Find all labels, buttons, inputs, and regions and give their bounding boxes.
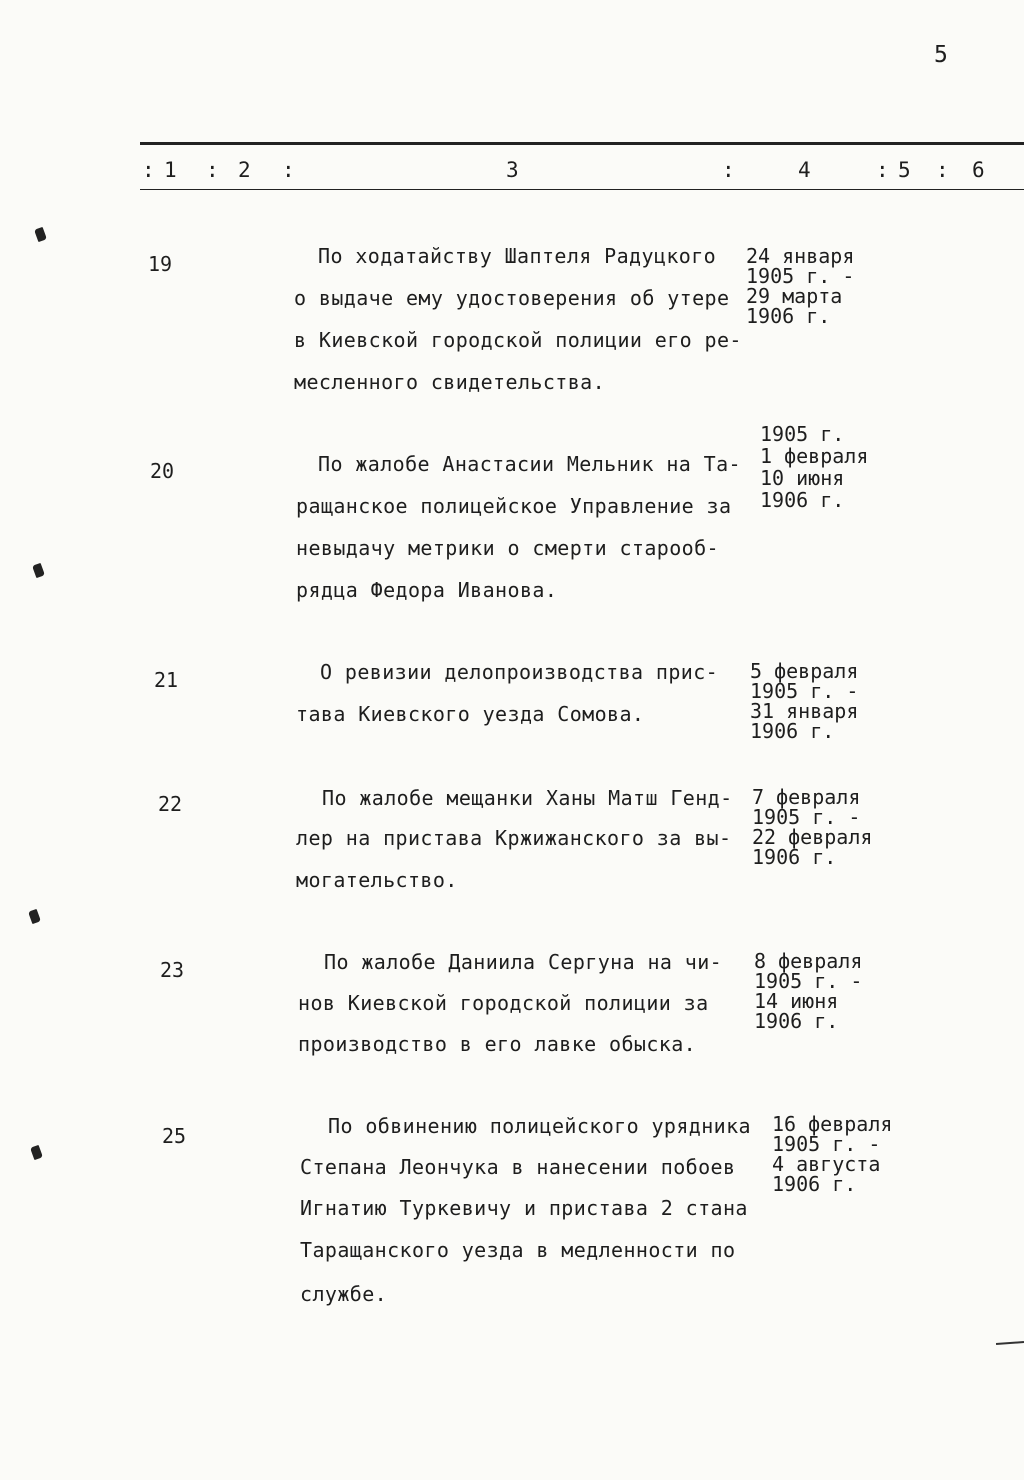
entry-date-range: 7 февраля 1905 г. - 22 февраля 1906 г. [752,785,873,869]
entry-text-line: невыдачу метрики о смерти старооб- [296,536,719,560]
binding-mark [34,227,47,242]
entry-text-line: службе. [300,1282,388,1306]
header-separator: : [142,158,155,182]
entry-text-line: По ходатайству Шаптеля Радуцкого [318,244,717,268]
entry-text-line: нов Киевской городской полиции за [298,991,709,1015]
entry-number: 23 [160,958,185,982]
header-separator: : [722,158,735,182]
header-separator: : [876,158,889,182]
header-column-1: 1 [164,158,177,182]
binding-mark [32,563,45,578]
header-column-5: 5 [898,158,911,182]
entry-number: 22 [158,792,183,816]
header-column-3: 3 [506,158,519,182]
entry-text-line: Игнатию Туркевичу и пристава 2 стана [300,1196,748,1220]
entry-date-range: 1905 г. 1 февраля 10 июня 1906 г. [760,422,869,512]
entry-text-line: По жалобе мещанки Ханы Матш Генд- [322,786,733,810]
entry-text-line: рядца Федора Иванова. [296,578,558,602]
entry-number: 19 [148,252,173,276]
entry-date-range: 8 февраля 1905 г. - 14 июня 1906 г. [754,949,863,1033]
entry-date-range: 24 января 1905 г. - 29 марта 1906 г. [746,244,855,328]
entry-text-line: По жалобе Даниила Сергуна на чи- [324,950,723,974]
entry-number: 20 [150,459,175,483]
entry-number: 25 [162,1124,187,1148]
entry-text-line: могательство. [296,868,458,892]
entry-text-line: о выдаче ему удостоверения об утере [294,286,730,310]
margin-pen-stroke [996,1341,1024,1345]
entry-text-line: Таращанского уезда в медленности по [300,1238,736,1262]
header-column-2: 2 [238,158,251,182]
entry-date-range: 16 февраля 1905 г. - 4 августа 1906 г. [772,1112,893,1196]
header-separator: : [282,158,295,182]
entry-text-line: лер на пристава Кржижанского за вы- [296,826,732,850]
binding-mark [28,909,41,924]
page-number: 5 [934,42,948,68]
entry-text-line: месленного свидетельства. [294,370,606,394]
entry-text-line: в Киевской городской полиции его ре- [294,328,742,352]
entry-number: 21 [154,668,179,692]
entry-text-line: По обвинению полицейского урядника [328,1114,751,1138]
entry-text-line: ращанское полицейское Управление за [296,494,732,518]
header-bottom-rule [140,189,1024,190]
entry-text-line: тава Киевского уезда Сомова. [296,702,645,726]
header-column-6: 6 [972,158,985,182]
header-column-4: 4 [798,158,811,182]
header-top-rule [140,142,1024,145]
header-separator: : [206,158,219,182]
entry-text-line: производство в его лавке обыска. [298,1032,697,1056]
entry-text-line: Степана Леончука в нанесении побоев [300,1155,736,1179]
binding-mark [30,1145,43,1160]
entry-text-line: О ревизии делопроизводства прис- [320,660,719,684]
entry-date-range: 5 февраля 1905 г. - 31 января 1906 г. [750,659,859,743]
header-separator: : [936,158,949,182]
entry-text-line: По жалобе Анастасии Мельник на Та- [318,452,741,476]
